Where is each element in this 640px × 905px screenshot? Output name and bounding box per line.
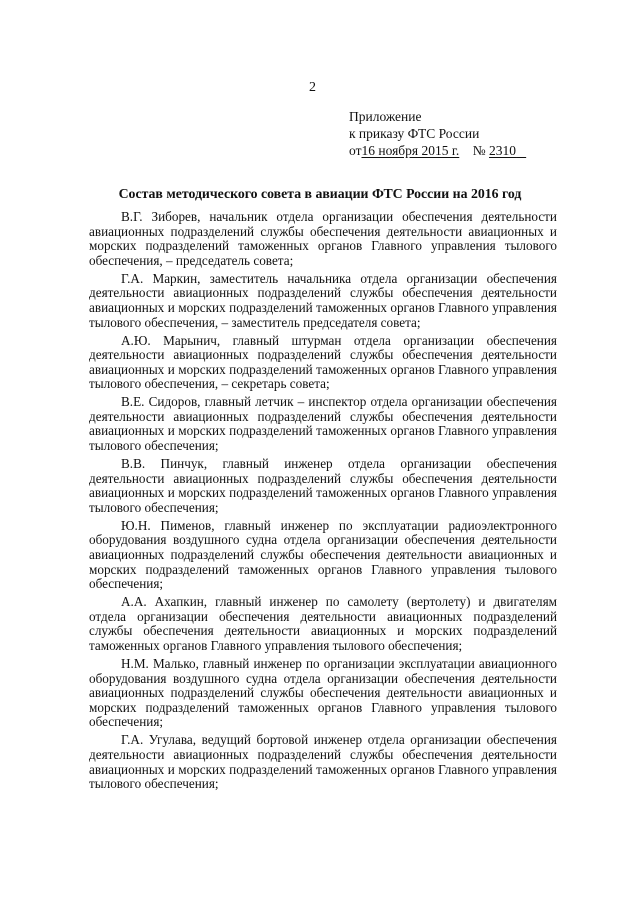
- member-paragraph-sidorov: В.Е. Сидоров, главный летчик – инспектор отдела организации обеспечения деятельности авиационных подразделений службы обеспечения деятельности авиационных и морских подразделений таможенных органов Главного управления тылового обеспечения;: [89, 394, 557, 454]
- appendix-number-value: 2310: [489, 143, 517, 158]
- member-paragraph-ziborev: В.Г. Зиборев, начальник отдела организации обеспечения деятельности авиационных подразделений службы обеспечения деятельности авиационных и морских подразделений таможенных органов Главного управления тылового обеспечения, – председатель совета;: [89, 209, 557, 268]
- appendix-date-value: 16 ноября 2015 г.: [361, 143, 460, 158]
- appendix-date-line: [349, 142, 526, 159]
- document-title: Состав методического совета в авиации ФТС России на 2016 год: [118, 186, 522, 201]
- member-paragraph-malko: Н.М. Малько, главный инженер по организации эксплуатации авиационного оборудования воздушного судна отдела организации обеспечения деятельности авиационных подразделений службы обеспечения деятельности авиационных и морских подразделений таможенных органов Главного управления тылового обеспечения;: [89, 655, 557, 730]
- member-paragraph-pimenov: Ю.Н. Пименов, главный инженер по эксплуатации радиоэлектронного оборудования воздушного судна отдела организации обеспечения деятельности авиационных подразделений службы обеспечения деятельности авиационных и морских подразделений таможенных органов Главного управления тылового обеспечения;: [89, 517, 557, 592]
- member-paragraph-pinchuk: В.В. Пинчук, главный инженер отдела организации обеспечения деятельности авиационных подразделений службы обеспечения деятельности авиационных и морских подразделений таможенных органов Главного управления тылового обеспечения;: [89, 456, 557, 515]
- page-number: 2: [309, 80, 316, 95]
- appendix-number-underline: [516, 143, 526, 158]
- appendix-header: [349, 108, 526, 159]
- appendix-number-prefix: №: [472, 143, 486, 158]
- appendix-date-prefix: от: [349, 143, 362, 158]
- council-member-list: [89, 210, 557, 795]
- appendix-label: Приложение: [349, 109, 422, 124]
- member-paragraph-ugulava: Г.А. Угулава, ведущий бортовой инженер отдела организации обеспечения деятельности авиационных подразделений службы обеспечения деятельности авиационных и морских подразделений таможенных органов Главного управления тылового обеспечения;: [89, 732, 557, 792]
- member-paragraph-marynich: А.Ю. Марынич, главный штурман отдела организации обеспечения деятельности авиационных подразделений службы обеспечения деятельности авиационных и морских подразделений таможенных органов Главного управления тылового обеспечения, – секретарь совета;: [89, 332, 557, 392]
- member-paragraph-markin: Г.А. Маркин, заместитель начальника отдела организации обеспечения деятельности авиационных подразделений службы обеспечения деятельности авиационных и морских подразделений таможенных органов Главного управления тылового обеспечения, – заместитель председателя совета;: [89, 270, 557, 330]
- appendix-order-reference: к приказу ФТС России: [349, 126, 480, 141]
- member-paragraph-akhapkin: А.А. Ахапкин, главный инженер по самолету (вертолету) и двигателям отдела организации обеспечения деятельности авиационных подразделений службы обеспечения деятельности авиационных и морских подразделений таможенных органов Главного управления тылового обеспечения;: [89, 594, 557, 653]
